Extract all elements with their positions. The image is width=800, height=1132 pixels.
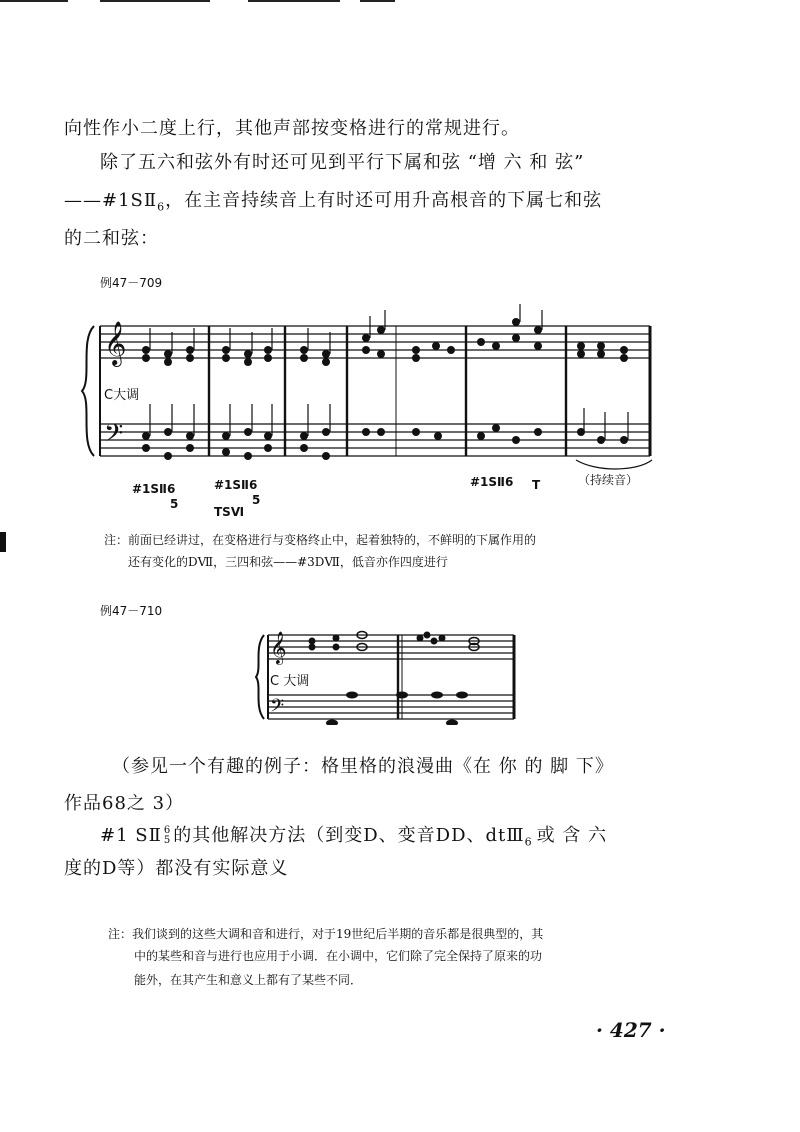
chord-label-2: #1SⅡ6 — [214, 478, 258, 492]
fraction-top: 6 — [163, 825, 172, 836]
chord-label-4: #1SⅡ6 — [470, 475, 514, 489]
fraction-bottom: 5 — [163, 835, 172, 846]
paragraph-4-end: 或 含 六 — [536, 825, 608, 846]
chord-subscript: 6 — [157, 200, 166, 214]
example-1-note-line-1: 注：前面已经讲过，在变格进行与变格终止中，起着独特的，不鲜明的下属作用的 — [104, 533, 537, 547]
paragraph-4-text: 的其他解决方法（到变D、变音DD、dtⅢ — [173, 825, 525, 846]
paragraph-4-line-2: 度的D等）都没有实际意义 — [64, 858, 289, 879]
footnote-line-1: 注：我们谈到的这些大调和音和进行，对于19世纪后半期的音乐都是很典型的，其 — [108, 927, 544, 941]
example-1-note-line-2: 还有变化的DⅦ，三四和弦——#3DⅦ，低音亦作四度进行 — [128, 555, 448, 569]
chord-label-1: #1SⅡ6 — [132, 482, 176, 496]
top-rule-4 — [360, 0, 395, 2]
svg-text:𝄞: 𝄞 — [104, 321, 127, 365]
example-1-label: 例47－709 — [100, 276, 163, 290]
fraction — [164, 826, 171, 846]
chord-label-1-sub: 5 — [170, 497, 179, 511]
paragraph-3-line-2: 作品68之 3） — [64, 793, 185, 814]
paragraph-2-line-1: 除了五六和弦外有时还可见到平行下属和弦 “增 六 和 弦” — [100, 152, 585, 173]
chord-label-5: T — [532, 478, 541, 492]
footnote-line-2: 中的某些和音与进行也应用于小调．在小调中，它们除了完全保持了原来的功 — [134, 949, 543, 963]
top-rule-2 — [100, 0, 210, 2]
example-1-key: C大调 — [104, 388, 140, 403]
paragraph-2-line-2 — [64, 192, 602, 213]
chord-symbol-2: #1 SⅡ — [100, 825, 162, 846]
chord-symbol: #1SⅡ — [102, 190, 158, 211]
svg-text:𝄢: 𝄢 — [270, 696, 285, 721]
margin-mark — [0, 532, 6, 552]
score-example-1 — [76, 300, 666, 480]
footnote-line-3: 能外，在其产生和意义上都有了某些不同． — [134, 973, 363, 987]
top-rule-1 — [0, 0, 68, 2]
paragraph-4-line-1 — [100, 826, 607, 848]
paragraph-2-line-2-text: ，在主音持续音上有时还可用升高根音的下属七和弦 — [165, 190, 603, 211]
pedal-label: （持续音） — [578, 473, 639, 487]
dash: —— — [64, 190, 102, 211]
svg-text:𝄢: 𝄢 — [104, 419, 124, 454]
paragraph-3-line-1: （参见一个有趣的例子：格里格的浪漫曲《在 你 的 脚 下》 — [112, 756, 614, 777]
top-rule-3 — [248, 0, 340, 2]
page-number: · 427 · — [596, 1018, 666, 1042]
example-2-key: C 大调 — [270, 674, 310, 689]
example-2-label: 例47－710 — [100, 604, 163, 618]
chord-label-2-sub: 5 — [252, 493, 261, 507]
chord-label-3: TSⅥ — [214, 505, 245, 519]
paragraph-2-line-3: 的二和弦： — [64, 228, 159, 249]
paragraph-4-subscript: 6 — [524, 835, 533, 849]
paragraph-1: 向性作小二度上行，其他声部按变格进行的常规进行。 — [64, 118, 520, 139]
svg-text:𝄞: 𝄞 — [270, 631, 287, 664]
